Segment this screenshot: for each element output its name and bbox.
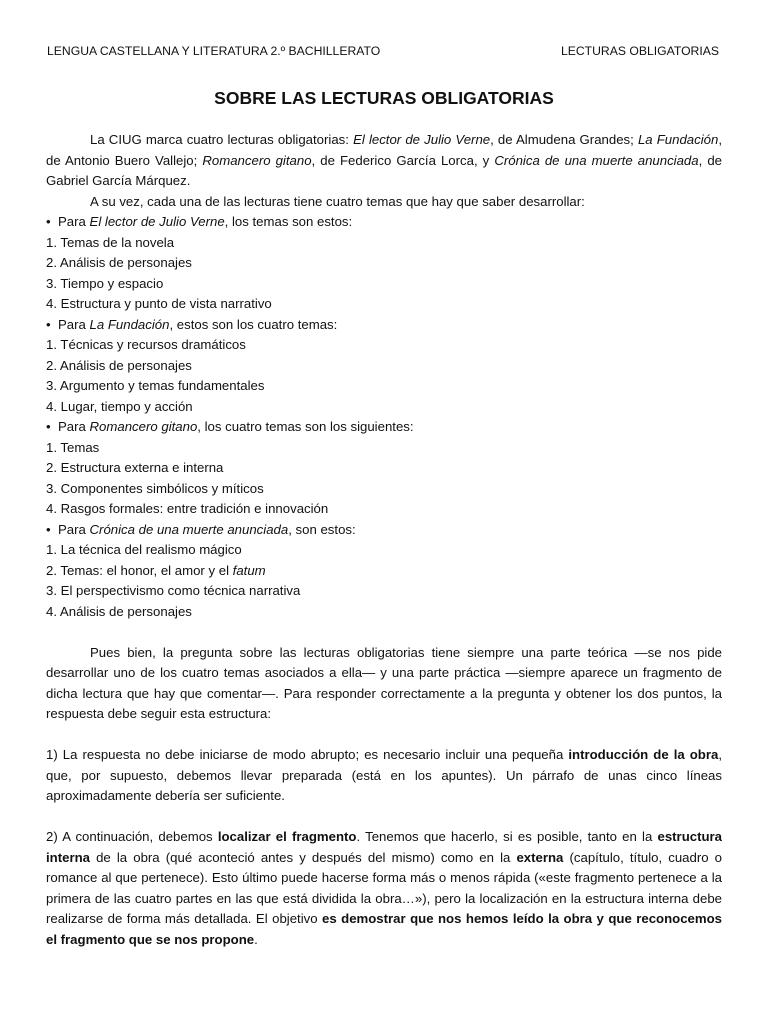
list-item: 3. El perspectivismo como técnica narrativa [46,583,301,598]
step1-bold-1: introducción de la obra [568,747,719,762]
intro-text-2: , de Almudena Grandes; [490,132,638,147]
list-item: 1. Temas de la novela [46,234,175,250]
list-item [46,561,722,582]
page-title: SOBRE LAS LECTURAS OBLIGATORIAS [214,88,554,108]
list-item: 2. Estructura externa e interna [46,460,224,475]
intro-paragraph [46,130,722,192]
list-item: 1. La técnica del realismo mágico [46,542,242,557]
section-heading-4 [46,520,722,541]
section-prefix: Para [58,419,90,434]
section-heading-3 [46,417,722,438]
spacer [46,807,722,828]
list-item-italic: fatum [232,562,266,578]
list-item: 4. Estructura y punto de vista narrativo [46,296,272,311]
section-prefix: Para [58,214,90,229]
section-book-title: Crónica de una muerte anunciada [89,521,289,537]
step2-text-2: . Tenemos que hacerlo, si es posible, tanto en la [356,829,658,844]
section-prefix: Para [58,316,90,332]
list-item: 4. Análisis de personajes [46,603,192,619]
intro-text-5: , de Gabriel García Márquez. [46,152,722,188]
list-item-text: 2. Temas: el honor, el amor y el [46,562,233,578]
list-item: 4. Rasgos formales: entre tradición e innovación [46,501,329,516]
list-item: 3. Componentes simbólicos y míticos [46,480,264,496]
section-suffix: , estos son los cuatro temas: [169,316,338,332]
list-item: 1. Técnicas y recursos dramáticos [46,337,246,352]
bullet-icon: • [46,214,51,229]
book-title-3: Romancero gitano [202,152,312,168]
section-suffix: , son estos: [288,521,356,537]
section-heading-2 [46,315,722,336]
pues-paragraph: Pues bien, la pregunta sobre las lecturas obligatorias tiene siempre una parte teórica —se nos pide desarrollar uno de los cuatro temas asociados a ella— y una parte práctica —siempre aparece un fragmento de dicha lectura que hay que comentar—. Para responder correctamente a la pregunta y obtener los dos puntos, la respuesta debe seguir esta estructura: [46,644,722,721]
section-heading-1 [46,212,722,233]
bullet-icon: • [46,521,51,537]
step2-bold-1: localizar el fragmento [217,829,357,844]
intro-text-4: , de Federico García Lorca, y [311,152,495,168]
page-header [47,42,719,60]
intro-text-1: La CIUG marca cuatro lecturas obligatorias: [90,132,354,147]
spacer [46,622,722,643]
spacer [46,725,722,746]
step-1-paragraph [46,745,722,807]
list-item: 2. Análisis de personajes [46,357,192,373]
intro-paragraph-2: A su vez, cada una de las lecturas tiene cuatro temas que hay que saber desarrollar: [90,193,585,209]
book-title-2: La Fundación [637,132,719,147]
step2-bold-2: estructura interna [46,829,722,865]
section-suffix: , los cuatro temas son los siguientes: [197,419,414,434]
list-item: 4. Lugar, tiempo y acción [46,398,193,414]
section-book-title: La Fundación [89,316,170,332]
section-prefix: Para [58,521,90,537]
section-book-title: Romancero gitano [89,419,198,434]
step2-text-5: . [254,931,258,947]
list-item: 3. Tiempo y espacio [46,275,164,291]
header-course: LENGUA CASTELLANA Y LITERATURA 2.º BACHILLERATO [47,44,381,58]
section-suffix: , los temas son estos: [224,214,353,229]
list-item: 2. Análisis de personajes [46,255,192,270]
section-book-title: El lector de Julio Verne [89,214,225,229]
intro-text-3: , de Antonio Buero Vallejo; [46,132,723,168]
step2-text-3: de la obra (qué aconteció antes y después del mismo) como en la [89,849,517,865]
document-body [46,130,722,950]
step2-text-1: 2) A continuación, debemos [46,829,218,844]
book-title-4: Crónica de una muerte anunciada [494,152,699,168]
bullet-icon: • [46,316,51,332]
step1-text-1: 1) La respuesta no debe iniciarse de modo abrupto; es necesario incluir una pequeña [46,747,569,762]
book-title-1: El lector de Julio Verne [353,132,491,147]
step2-bold-3: externa [516,849,564,865]
step1-text-2: , que, por supuesto, debemos llevar preparada (está en los apuntes). Un párrafo de unas cinco líneas aproximadamente debería ser suficiente. [46,747,723,803]
list-item: 3. Argumento y temas fundamentales [46,378,265,393]
list-item: 1. Temas [46,439,100,455]
header-topic: LECTURAS OBLIGATORIAS [560,44,719,58]
step-2-paragraph [46,827,722,950]
bullet-icon: • [46,419,51,434]
step2-text-4: (capítulo, título, cuadro o romance al que pertenece). Esto último puede hacerse forma más o menos rápida («este fragmento pertenece a la primera de las cuatro partes en las que está dividida la obra…»), pero la localización en la estructura interna debe realizarse de forma más detallada. El objetivo [46,849,723,926]
step2-bold-4: es demostrar que nos hemos leído la obra y que reconocemos el fragmento que se nos propone [46,911,722,947]
